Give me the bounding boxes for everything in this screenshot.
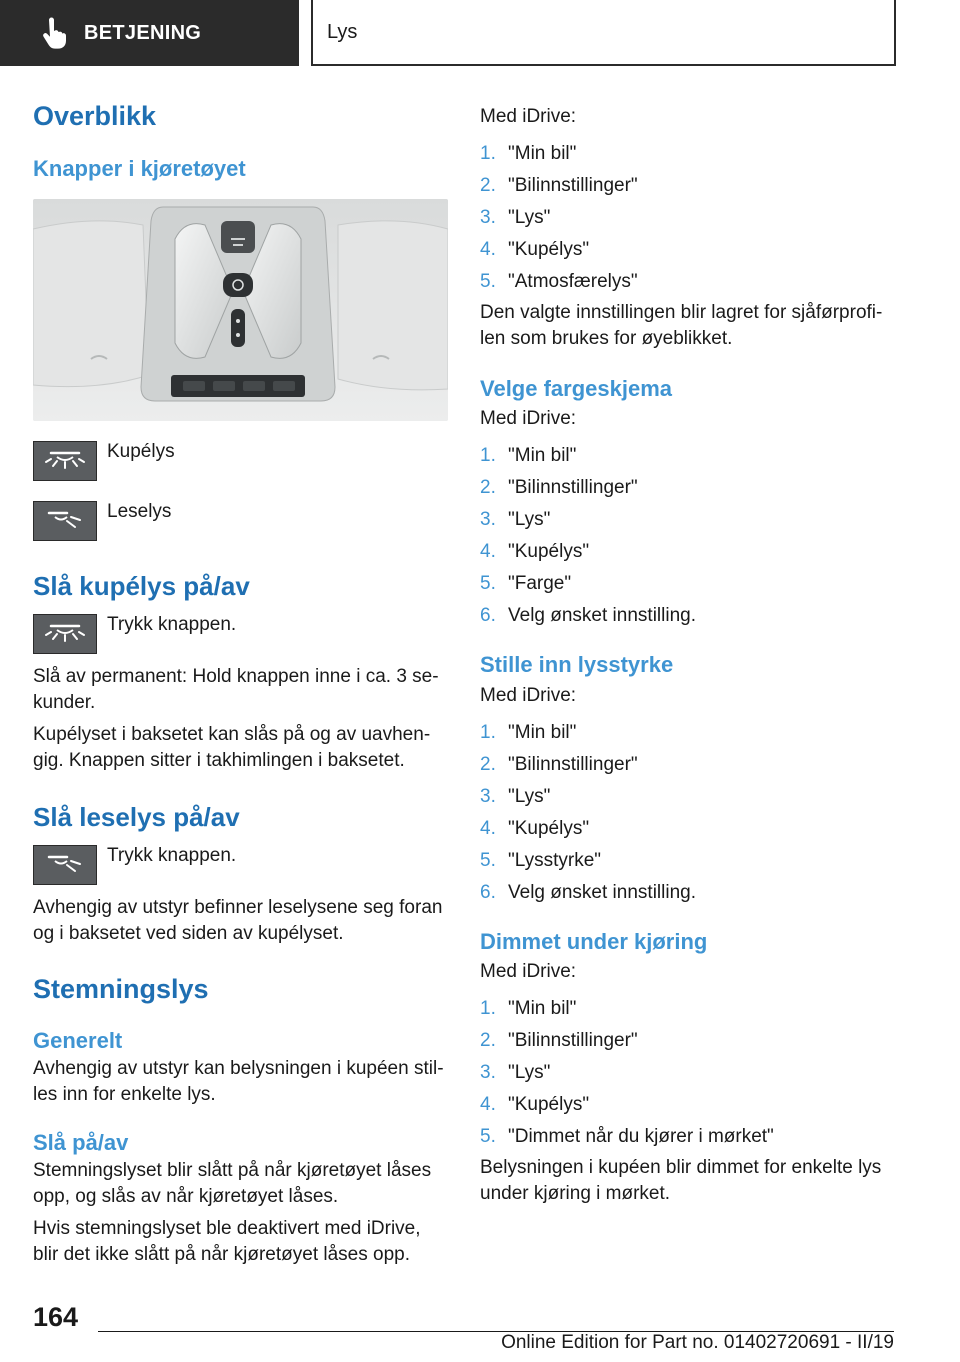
list-item: 6. Velg ønsket innstilling. [480, 881, 696, 903]
list-item: 2. "Bilinnstillinger" [480, 175, 638, 196]
button-row-leselys-press [33, 845, 448, 885]
button-row-kupelys [33, 441, 448, 481]
steps-list-lysstyrke [480, 717, 900, 909]
header-section-tab [0, 0, 299, 66]
heading-overblikk: Overblikk [33, 101, 157, 131]
steps-list-atmosfaere [480, 138, 900, 298]
idrive-label-3: Med iDrive: [480, 684, 577, 706]
heading-sla-pa-av: Slå på/av [33, 1129, 129, 1155]
list-item: 2. "Bilinnstillinger" [480, 477, 638, 499]
pa-av-text-1: Stemningslyset blir slått på når kjøretøyet låses opp, og slås av når kjøretøyet låses. [33, 1160, 432, 1208]
heading-lysstyrke: Stille inn lysstyrke [480, 652, 674, 678]
list-item: 3. "Lys" [480, 509, 551, 531]
label-kupelys: Kupélys [107, 440, 175, 462]
leselys-press-text: Trykk knappen. [107, 845, 237, 867]
list-item: 1. "Min bil" [480, 143, 577, 164]
kupelys-permanent-text: Slå av permanent: Hold knappen inne i ca. 3 sekunder. [33, 665, 439, 713]
interior-light-icon [33, 441, 97, 481]
reading-light-icon [33, 501, 97, 541]
page-number: 164 [33, 1302, 79, 1332]
list-item: 6. Velg ønsket innstilling. [480, 605, 696, 627]
list-item: 2. "Bilinnstillinger" [480, 753, 638, 775]
list-item: 4. "Kupélys" [480, 541, 590, 563]
button-row-kupelys-press [33, 614, 448, 654]
heading-knapper: Knapper i kjøretøyet [33, 156, 246, 182]
heading-stemningslys: Stemningslys [33, 974, 209, 1005]
steps-list-dimmet [480, 993, 900, 1153]
list-item: 4. "Kupélys" [480, 1094, 590, 1116]
list-item: 5. "Dimmet når du kjører i mørket" [480, 1126, 774, 1148]
button-row-leselys [33, 501, 448, 541]
roof-console-photo [33, 199, 448, 421]
list-item: 5. "Farge" [480, 573, 572, 595]
list-item: 1. "Min bil" [480, 721, 577, 743]
reading-light-icon [33, 845, 97, 885]
pa-av-text-2: Hvis stemningslyset ble deaktivert med iDrive, blir det ikke slått på når kjøretøyet låses opp. [33, 1218, 421, 1266]
footer-edition: Online Edition for Part no. 01402720691 - II/19 [501, 1332, 894, 1353]
list-item: 3. "Lys" [480, 207, 551, 228]
header-chapter [311, 0, 896, 66]
right-column [480, 104, 900, 1207]
idrive-label-2: Med iDrive: [480, 408, 577, 430]
hand-pointer-icon [30, 9, 78, 57]
list-item: 2. "Bilinnstillinger" [480, 1030, 638, 1052]
list-item: 4. "Kupélys" [480, 817, 590, 839]
list1-note: Den valgte innstillingen blir lagret for sjåførprofilen som brukes for øyeblikket. [480, 302, 883, 349]
label-leselys: Leselys [107, 500, 172, 522]
list-item: 1. "Min bil" [480, 998, 577, 1020]
steps-list-farge [480, 440, 900, 632]
list-item: 5. "Atmosfærelys" [480, 271, 638, 292]
kupelys-baksete-text: Kupélyset i baksetet kan slås på og av uavhengig. Knappen sitter i takhimlingen i baksetet. [33, 723, 431, 771]
heading-dimmet: Dimmet under kjøring [480, 928, 708, 954]
header-chapter-label: Lys [327, 20, 358, 43]
interior-light-icon [33, 614, 97, 654]
generelt-text: Avhengig av utstyr kan belysningen i kupéen stilles inn for enkelte lys. [33, 1057, 444, 1105]
heading-sla-kupelys: Slå kupélys på/av [33, 570, 250, 601]
idrive-label-4: Med iDrive: [480, 961, 577, 983]
heading-sla-leselys: Slå leselys på/av [33, 801, 240, 832]
list-item: 3. "Lys" [480, 785, 551, 807]
list-item: 3. "Lys" [480, 1062, 551, 1084]
heading-fargeskjema: Velge fargeskjema [480, 376, 673, 401]
heading-generelt: Generelt [33, 1027, 123, 1053]
list-item: 4. "Kupélys" [480, 239, 590, 260]
left-column [33, 100, 448, 1268]
idrive-label-1: Med iDrive: [480, 106, 577, 127]
header-section-label: BETJENING [84, 21, 202, 44]
list-item: 5. "Lysstyrke" [480, 849, 602, 871]
list-item: 1. "Min bil" [480, 445, 577, 467]
list4-note: Belysningen i kupéen blir dimmet for enkelte lys under kjøring i mørket. [480, 1157, 882, 1205]
kupelys-press-text: Trykk knappen. [107, 613, 237, 635]
leselys-info-text: Avhengig av utstyr befinner leselysene seg foran og i baksetet ved siden av kupélyset. [33, 897, 443, 945]
